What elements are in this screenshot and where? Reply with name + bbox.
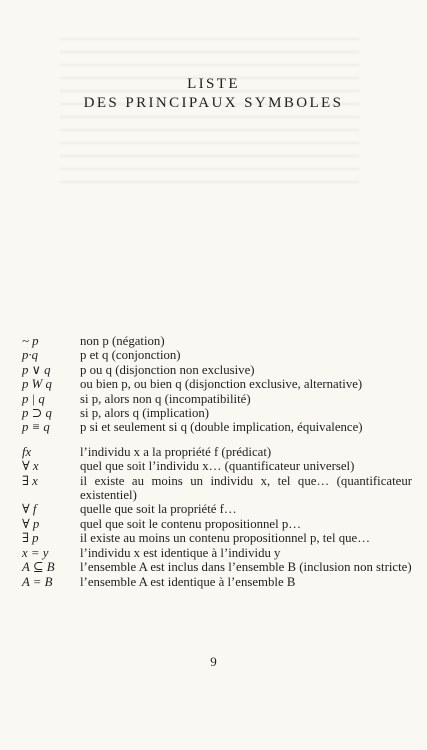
symbol-description: p si et seulement si q (double implication, équivalence) [80,420,363,435]
symbol-row [22,392,412,406]
symbol-description: quel que soit le contenu propositionnel p… [80,516,302,531]
symbol: ∃ p [22,531,39,546]
propositional-symbols-group [22,334,412,435]
symbol: x = y [22,545,49,560]
symbol-row [22,517,412,531]
symbol: ∀ x [22,459,39,474]
symbol-row [22,348,412,362]
symbol: ∀ f [22,502,37,517]
symbol: ~ p [22,334,39,348]
symbol-row [22,420,412,434]
symbol-description: p ou q (disjonction non exclusive) [80,362,255,377]
predicate-symbols-group [22,445,412,589]
page-number: 9 [210,654,217,669]
symbol-row [22,459,412,473]
symbol: ∃ x [22,473,38,488]
symbol-row [22,546,412,560]
symbol-row [22,445,412,459]
symbol: p ∨ q [22,362,51,377]
symbol-description: l’individu x est identique à l’individu y [80,545,281,560]
symbol: fx [22,444,32,459]
symbol-row [22,531,412,545]
symbol-description: l’ensemble A est inclus dans l’ensemble B (inclusion non stricte) [80,560,412,575]
symbol-row [22,406,412,420]
symbol: p ≡ q [22,420,50,435]
show-through-text [60,38,360,188]
symbol-description: p et q (conjonction) [80,348,181,363]
symbol-row [22,474,412,503]
symbol-row [22,334,412,348]
symbol-description: si p, alors non q (incompatibilité) [80,391,251,406]
symbol-description: il existe au moins un individu x, tel que… (quantificateur existentiel) [80,473,412,503]
symbol-description: l’individu x a la propriété f (prédicat) [80,444,272,459]
symbol: p ⊃ q [22,406,52,421]
title-line-1: LISTE [187,76,240,92]
symbol: p W q [22,377,52,392]
symbol-description: si p, alors q (implication) [80,406,210,421]
symbol: ∀ p [22,516,40,531]
symbol-row [22,363,412,377]
symbols-list [22,334,412,589]
symbol-description: il existe au moins un contenu propositionnel p, tel que… [80,531,371,546]
symbol: A ⊆ B [22,560,55,575]
title-line-2: DES PRINCIPAUX SYMBOLES [83,95,344,111]
symbol-row [22,560,412,574]
symbol-description: quelle que soit la propriété f… [80,502,237,517]
symbol: A = B [22,574,53,589]
symbol-row [22,377,412,391]
symbol-description: quel que soit l’individu x… (quantificateur universel) [80,459,355,474]
symbol-description: non p (négation) [80,334,165,348]
symbol-row [22,575,412,589]
symbol: p·q [22,348,38,363]
symbol-description: l’ensemble A est identique à l’ensemble B [80,574,296,589]
symbol: p | q [22,391,45,406]
symbol-description: ou bien p, ou bien q (disjonction exclusive, alternative) [80,377,363,392]
symbol-row [22,502,412,516]
